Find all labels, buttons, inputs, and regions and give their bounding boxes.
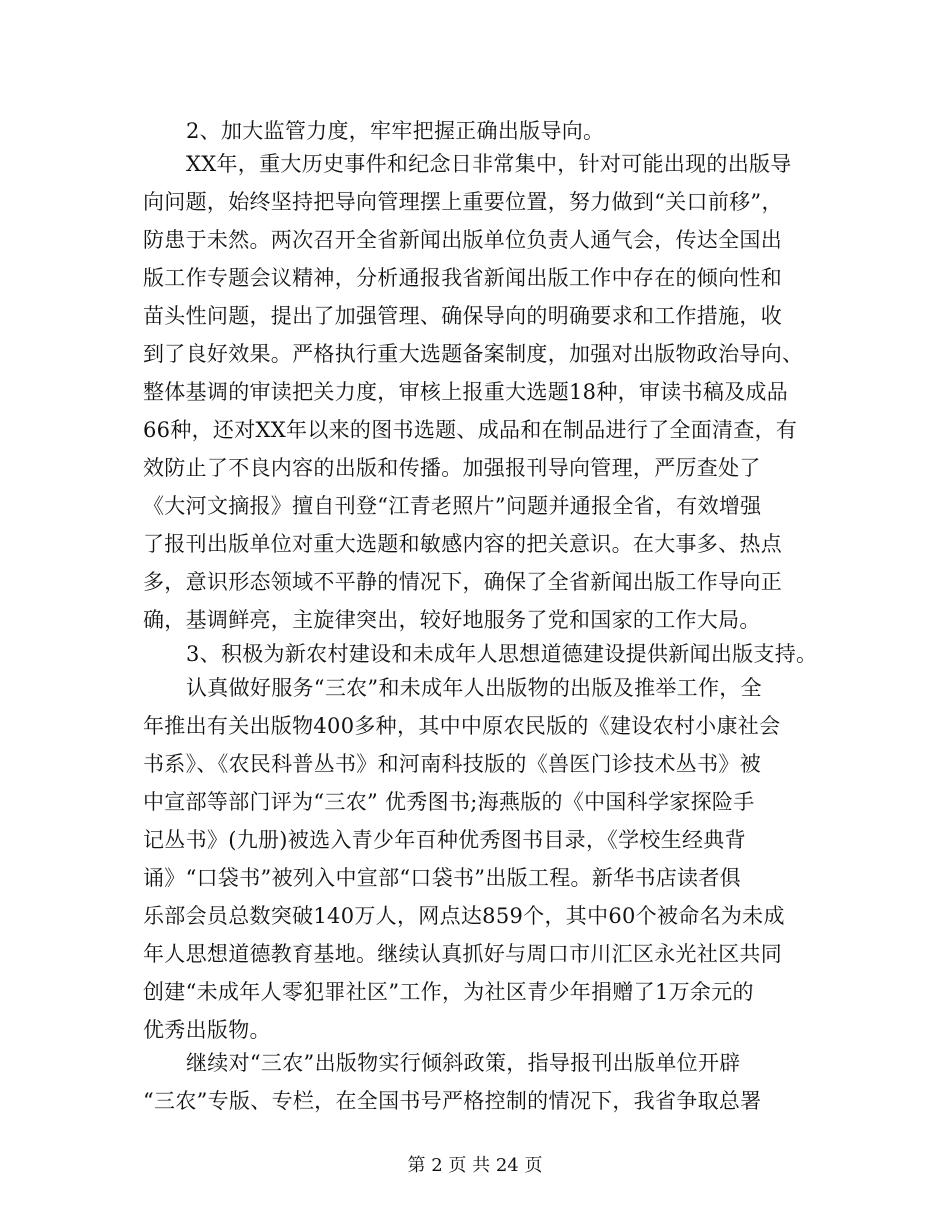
text-line: 继续对“三农”出版物实行倾斜政策，指导报刊出版单位开辟 [186,1051,741,1075]
text-line: XX年，重大历史事件和纪念日非常集中，针对可能出现的出版导 [186,152,792,176]
text-line: 防患于未然。两次召开全省新闻出版单位负责人通气会，传达全国出 [143,228,782,252]
text-line: 苗头性问题，提出了加强管理、确保导向的明确要求和工作措施，收 [143,304,782,328]
text-line: 2、加大监管力度，牢牢把握正确出版导向。 [186,119,605,143]
text-line: 多，意识形态领域不平静的情况下，确保了全省新闻出版工作导向正 [143,570,782,594]
text-line: 《大河文摘报》擅自刊登“江青老照片”问题并通报全省，有效增强 [143,494,762,518]
text-line: 诵》“口袋书”被列入中宣部“口袋书”出版工程。新华书店读者俱 [143,866,741,890]
text-line: 书系》、《农民科普丛书》和河南科技版的《兽医门诊技术丛书》被 [143,752,761,776]
text-line: 版工作专题会议精神，分析通报我省新闻出版工作中存在的倾向性和 [143,266,782,290]
text-line: 了报刊出版单位对重大选题和敏感内容的把关意识。在大事多、热点 [143,532,782,556]
text-line: 乐部会员总数突破140万人，网点达859个，其中60个被命名为未成 [143,904,785,928]
text-line: 整体基调的审读把关力度，审核上报重大选题18种，审读书稿及成品 [143,380,789,404]
text-line: 66种，还对XX年以来的图书选题、成品和在制品进行了全面清查，有 [143,418,798,442]
text-line: 向问题，始终坚持把导向管理摆上重要位置，努力做到“关口前移”， [143,190,783,214]
text-line: 年推出有关出版物400多种，其中中原农民版的《建设农村小康社会 [143,714,781,738]
page-number-footer: 第 2 页 共 24 页 [407,1155,543,1176]
text-line: 优秀出版物。 [143,1018,271,1042]
text-line: 记丛书》(九册)被选入青少年百种优秀图书目录，《学校生经典背 [143,828,746,852]
text-line: “三农”专版、专栏，在全国书号严格控制的情况下，我省争取总署 [143,1089,762,1113]
text-line: 到了良好效果。严格执行重大选题备案制度，加强对出版物政治导向、 [143,342,804,366]
text-line: 创建“未成年人零犯罪社区”工作，为社区青少年捐赠了1万余元的 [143,980,754,1004]
text-line: 中宣部等部门评为“三农” 优秀图书;海燕版的《中国科学家探险手 [143,790,755,814]
text-line: 效防止了不良内容的出版和传播。加强报刊导向管理，严厉查处了 [143,456,761,480]
text-line: 认真做好服务“三农”和未成年人出版物的出版及推举工作，全 [186,676,762,700]
text-line: 确，基调鲜亮，主旋律突出，较好地服务了党和国家的工作大局。 [143,608,761,632]
text-line: 3、积极为新农村建设和未成年人思想道德建设提供新闻出版支持。 [186,642,818,666]
text-line: 年人思想道德教育基地。继续认真抓好与周口市川汇区永光社区共同 [143,942,782,966]
